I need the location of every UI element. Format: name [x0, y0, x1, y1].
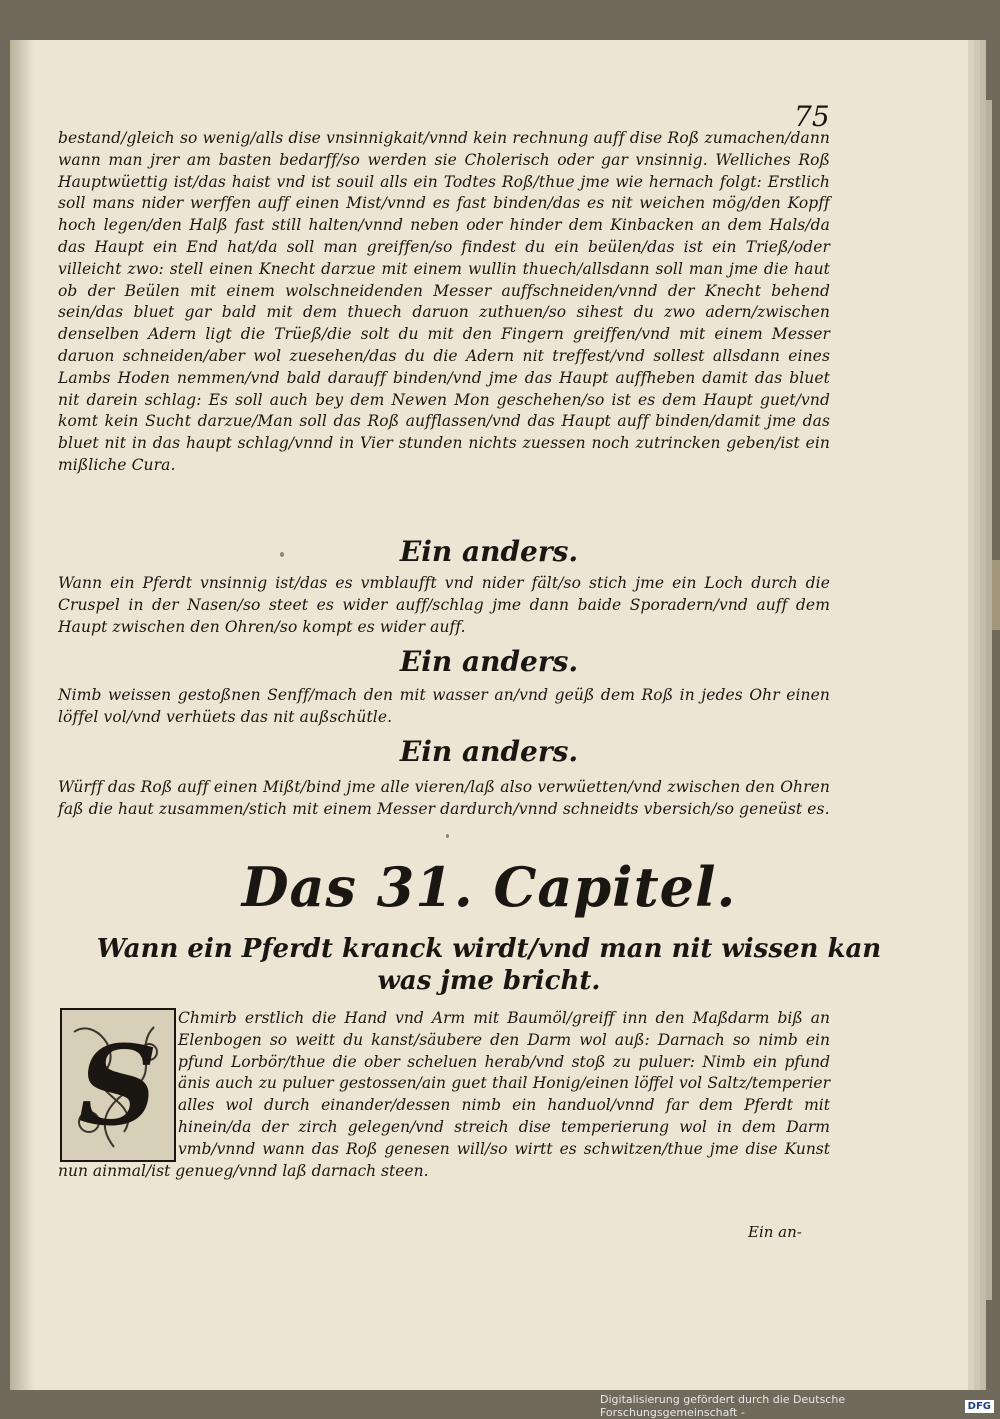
page-number: 75	[794, 100, 830, 133]
section-heading: Ein anders.	[399, 535, 579, 568]
page-stack-edge	[968, 60, 976, 1335]
chapter-title: Das 31. Capitel.	[241, 855, 737, 919]
section-heading: Ein anders.	[399, 735, 579, 768]
footer-credit	[600, 1393, 1000, 1419]
footer-text: Digitalisierung gefördert durch die Deutsche Forschungsgemeinschaft -	[600, 1393, 846, 1419]
drop-cap-paragraph-text: Chmirb erstlich die Hand vnd Arm mit Baumöl/greiff inn den Maßdarm biß an Elenbogen so weitt du kanst/säubere den Darm wol auß: Darnach so nimb ein pfund Lorbör/thue die ober scheluen herab/vnd stoß zu puluer: Nimb ein pfund änis auch zu puluer gestossen/ain guet thail Honig/einen löffel vol Saltz/temperier alles wol durch einander/dessen nimb ein handuol/vnnd far dem Pferdt mit hinein/da der zirch gelegen/vnd streich dise temperierung wol in dem Darm vmb/vnnd wann das Roß genesen will/so wirtt es schwitzen/thue jme dise Kunst nun ainmal/ist genueg/vnnd laß darnach steen.	[58, 1009, 830, 1180]
drop-cap-letter: S	[78, 1020, 158, 1150]
body-paragraph: Wann ein Pferdt vnsinnig ist/das es vmblaufft vnd nider fält/so stich jme ein Loch durch die Cruspel in der Nasen/so steet es wider auff/schlag jme dann baide Sporadern/vnd auff dem Haupt zwischen den Ohren/so kompt es wider auff.	[58, 574, 830, 636]
bookmark-tab	[992, 560, 1000, 630]
paper-speck	[446, 834, 449, 838]
page-stack-edge	[976, 80, 984, 1325]
chapter-subtitle: Wann ein Pferdt kranck wirdt/vnd man nit wissen kan was jme bricht.	[96, 934, 882, 996]
section-heading: Ein anders.	[399, 645, 579, 678]
body-paragraph: Nimb weissen gestoßnen Senff/mach den mit wasser an/vnd geüß dem Roß in jedes Ohr einen löffel vol/vnd verhüets das nit außschütle.	[58, 686, 830, 726]
decorated-initial	[60, 1008, 176, 1162]
book-page	[10, 40, 968, 1390]
body-paragraph: bestand/gleich so wenig/alls dise vnsinnigkait/vnnd kein rechnung auff dise Roß zumachen/dann wann man jrer am basten bedarff/so werden sie Cholerisch oder gar vnsinnig. Welliches Roß Hauptwüettig ist/das haist vnd ist souil alls ein Todtes Roß/thue jme wie hernach folgt: Erstlich soll mans nider werffen auff einen Mist/vnnd es fast binden/das es nit weichen mög/den Kopff hoch legen/den Halß fast still halten/vnnd neben oder hinder dem Kinbacken an dem Hals/da das Haupt ein End hat/da soll man greiffen/so findest du ein beülen/das ist ein Trieß/oder villeicht zwo: stell einen Knecht darzue mit einem wullin thuech/allsdann soll man jme die haut ob der Beülen mit einem wolschneidenden Messer auffschneiden/vnnd der Knecht behend sein/das bluet gar bald mit dem thuech daruon zuthuen/so sihest du zwo adern/zwischen denselben Adern ligt die Trüeß/die solt du mit den Fingern greiffen/vnd mit einem Messer daruon schneiden/aber wol zuesehen/das du die Adern nit treffest/vnd sollest allsdann eines Lambs Hoden nemmen/vnd bald darauff binden/vnd jme das Haupt auffheben damit das bluet nit darein schlag: Es soll auch bey dem Newen Mon geschehen/so ist es dem Haupt guet/vnd komt kein Sucht darzue/Man soll das Roß aufflassen/vnd das Haupt auff binden/damit jme das bluet nit in das haupt schlag/vnnd in Vier stunden nichts zuessen noch zutrincken geben/ist ein mißliche Cura.	[58, 129, 830, 474]
catchword: Ein an-	[748, 1223, 802, 1241]
dfg-logo: DFG	[965, 1400, 994, 1413]
body-paragraph: Würff das Roß auff einen Mißt/bind jme alle vieren/laß also verwüetten/vnd zwischen den Ohren faß die haut zusammen/stich mit einem Messer dardurch/vnnd schneidts vbersich/so geneüst es.	[58, 778, 830, 818]
page-stack-edge	[984, 100, 992, 1300]
